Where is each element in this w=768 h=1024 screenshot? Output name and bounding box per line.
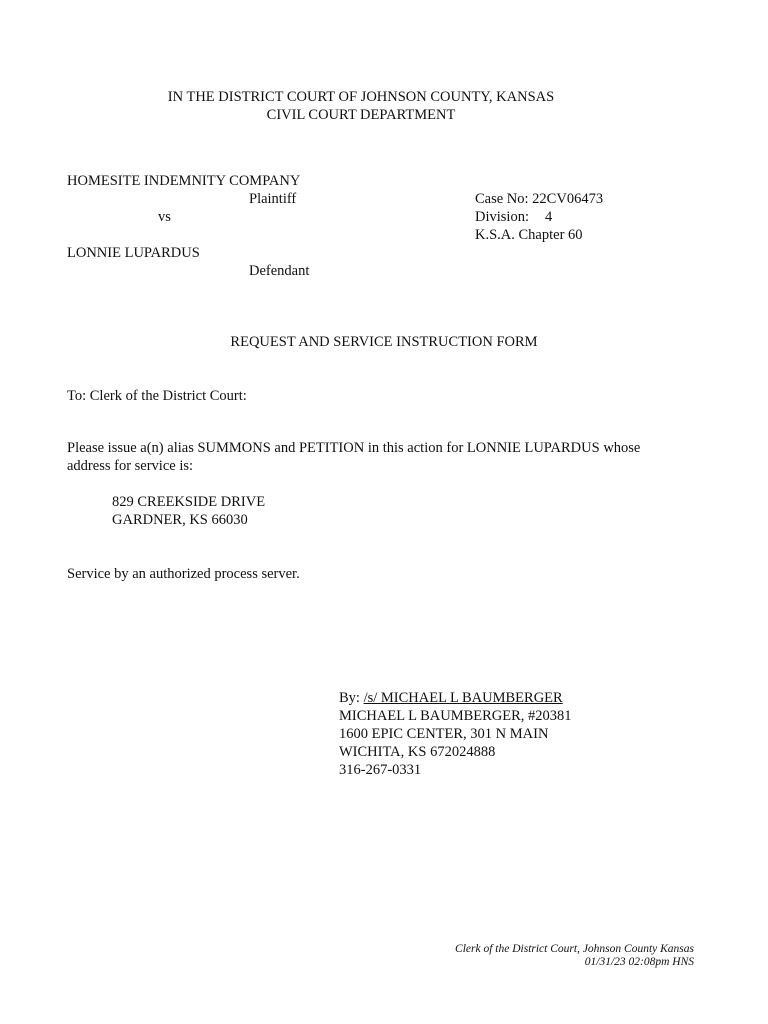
clerk-stamp-line1: Clerk of the District Court, Johnson County Kansas: [455, 943, 694, 955]
court-name: IN THE DISTRICT COURT OF JOHNSON COUNTY, KANSAS: [167, 89, 555, 105]
form-title: REQUEST AND SERVICE INSTRUCTION FORM: [230, 334, 538, 350]
signature-line: [339, 689, 563, 707]
electronic-signature: /s/ MICHAEL L BAUMBERGER: [363, 690, 563, 706]
division-label: Division:: [475, 209, 529, 225]
addressee-line: To: Clerk of the District Court:: [67, 388, 247, 404]
statute-reference: K.S.A. Chapter 60: [475, 227, 583, 243]
defendant-name: LONNIE LUPARDUS: [67, 245, 200, 261]
plaintiff-name: HOMESITE INDEMNITY COMPANY: [67, 173, 301, 189]
request-text-line1: Please issue a(n) alias SUMMONS and PETITION in this action for LONNIE LUPARDUS whose: [67, 440, 641, 456]
versus-label: vs: [158, 209, 171, 225]
division-value: 4: [545, 209, 553, 225]
service-street: 829 CREEKSIDE DRIVE: [112, 494, 266, 510]
by-label: By:: [339, 690, 360, 706]
attorney-name: MICHAEL L BAUMBERGER, #20381: [339, 708, 572, 724]
attorney-address1: 1600 EPIC CENTER, 301 N MAIN: [339, 726, 549, 742]
case-number: Case No: 22CV06473: [475, 191, 604, 207]
attorney-address2: WICHITA, KS 672024888: [339, 744, 496, 760]
attorney-phone: 316-267-0331: [339, 762, 422, 778]
service-method: Service by an authorized process server.: [67, 566, 300, 582]
request-text-line2: address for service is:: [67, 458, 194, 474]
court-department: CIVIL COURT DEPARTMENT: [266, 107, 456, 123]
plaintiff-role: Plaintiff: [249, 191, 297, 207]
defendant-role: Defendant: [249, 263, 310, 279]
clerk-stamp-line2: 01/31/23 02:08pm HNS: [584, 956, 694, 968]
service-city-state-zip: GARDNER, KS 66030: [112, 512, 248, 528]
